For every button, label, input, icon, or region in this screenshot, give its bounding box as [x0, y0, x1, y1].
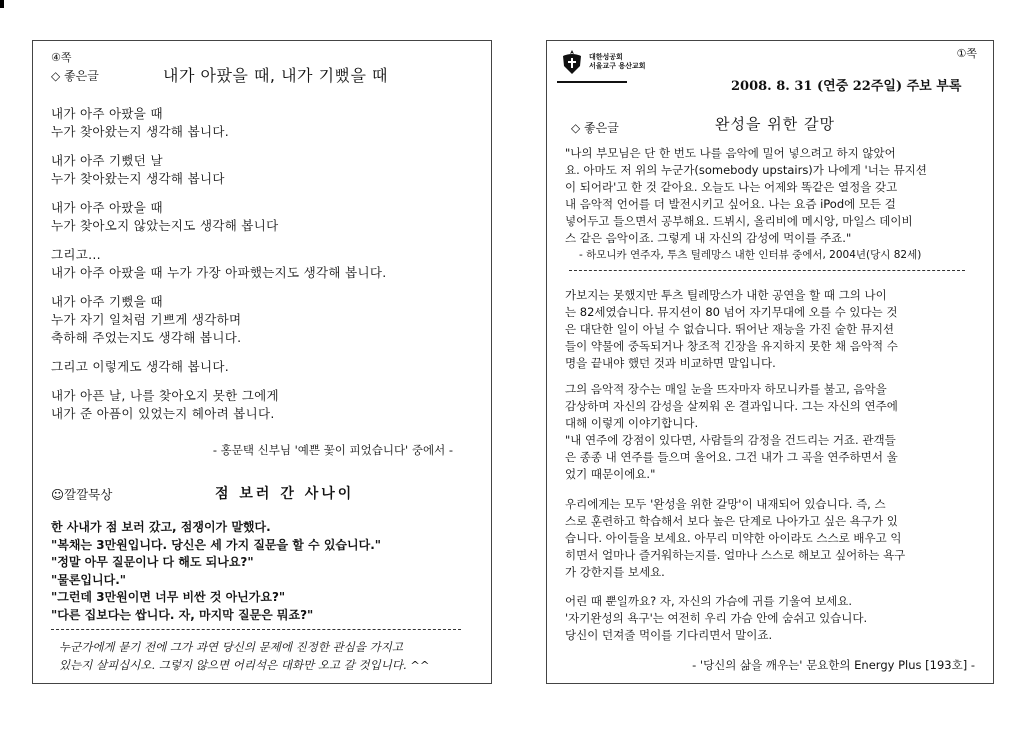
dashed-divider [51, 629, 461, 630]
church-logo-icon [559, 49, 585, 75]
poem-stanza [51, 199, 386, 235]
quote-line: "나의 부모님은 단 한 번도 나를 음악에 밀어 넣으려고 하지 않았어 [565, 146, 896, 160]
paragraph-line: 들이 약물에 중독되거나 창조적 긴장을 유지하지 못한 채 음악적 수 [565, 339, 898, 353]
paragraph-line: 명을 끝내야 했던 것과 비교하면 말입니다. [565, 356, 776, 370]
poem-line: 내가 준 아픔이 있었는지 헤아려 봅니다. [51, 406, 275, 421]
joke-line: "그런데 3만원이면 너무 비싼 것 아닌가요?" [51, 590, 286, 604]
paragraph-line: 가보지는 못했지만 투츠 틸레망스가 내한 공연을 할 때 그의 나이 [565, 288, 887, 302]
poem-line: 축하해 주었는지도 생각해 봅니다. [51, 330, 242, 345]
quote-line: 넣어두고 들으면서 공부해요. 드뷔시, 올리비에 메시앙, 마일스 데이비 [565, 214, 913, 228]
header-rule [557, 81, 627, 83]
paragraph-line: 대해 이렇게 이야기합니다. [565, 416, 699, 430]
humor-title: 점 보러 간 사나이 [215, 486, 355, 502]
paragraph-2 [565, 381, 898, 483]
right-page-number: ①쪽 [956, 47, 977, 60]
paragraph-line: '자기완성의 욕구'는 여전히 우리 가슴 안에 숨쉬고 있습니다. [565, 611, 868, 625]
paragraph-line: 가 강한지를 보세요. [565, 565, 665, 579]
poem [51, 105, 386, 434]
poem-stanza [51, 105, 386, 141]
paragraph-line: 습니다. 아이들을 보세요. 아무리 미약한 아이라도 스스로 배우고 익 [565, 531, 902, 545]
poem-line: 내가 아주 아팠을 때 누가 가장 아파했는지도 생각해 봅니다. [51, 265, 387, 280]
quote-line: 스 같은 음악이죠. 그렇게 내 자신의 감성에 먹이를 주죠." [565, 231, 852, 245]
left-article-title: 내가 아팠을 때, 내가 기뻤을 때 [163, 66, 388, 85]
paragraph-line: 당신이 던져줄 먹이를 기다리면서 말이죠. [565, 628, 773, 642]
joke-line: "물론입니다." [51, 572, 127, 587]
poem-line: 내가 아픈 날, 나를 찾아오지 못한 그에게 [51, 388, 279, 403]
paragraph-line: 었기 때문이에요." [565, 467, 656, 481]
poem-line: 누가 찾아왔는지 생각해 봅니다. [51, 124, 229, 139]
paragraph-3 [565, 496, 905, 581]
quote-line: 내 음악적 언어를 더 발전시키고 싶어요. 나는 요즘 iPod에 모든 걸 [565, 197, 896, 211]
poem-line: 내가 아주 기뻤던 날 [51, 153, 163, 168]
left-section-tag: ◇ 좋은글 [51, 69, 99, 83]
joke-line: 한 사내가 점 보러 갔고, 점쟁이가 말했다. [51, 520, 271, 534]
paragraph-line: 은 대단한 일이 아닐 수 없습니다. 뛰어난 재능을 가진 숱한 뮤지션 [565, 322, 895, 336]
poem-line: 누가 자기 일처럼 기쁘게 생각하며 [51, 312, 242, 327]
right-page [546, 40, 994, 684]
paragraph-line: 은 종종 내 연주를 들으며 울어요. 그건 내가 그 곡을 연주하면서 울 [565, 450, 898, 464]
paragraph-line: 감상하며 자신의 감성을 살찌워 온 결과입니다. 그는 자신의 연주에 [565, 399, 898, 413]
interview-quote [565, 145, 927, 247]
left-page-number: ④쪽 [51, 51, 72, 64]
poem-line: 내가 아주 기뻤을 때 [51, 294, 163, 309]
poem-line: 그리고 이렇게도 생각해 봅니다. [51, 359, 229, 374]
quote-line: 이 되어라'고 한 것 같아요. 오늘도 나는 어제와 똑같은 열정을 갖고 [565, 180, 898, 194]
poem-line: 그리고... [51, 247, 101, 262]
church-name [589, 53, 646, 71]
paragraph-line: 그의 음악적 장수는 매일 눈을 뜨자마자 하모니카를 불고, 음악을 [565, 382, 887, 396]
joke-line: "정말 아무 질문이나 다 해도 되나요?" [51, 555, 254, 569]
dashed-divider [569, 270, 965, 271]
bulletin-date: 2008. 8. 31 (연중 22주일) 주보 부록 [731, 79, 962, 94]
paragraph-line: 는 82세였습니다. 뮤지션이 80 넘어 자기무대에 오를 수 있다는 것 [565, 305, 898, 319]
poem-line: 누가 찾아왔는지 생각해 봅니다 [51, 171, 225, 186]
poem-stanza [51, 293, 386, 347]
poem-line: 내가 아주 아팠을 때 [51, 200, 163, 215]
poem-line: 누가 찾아오지 않았는지도 생각해 봅니다 [51, 218, 279, 233]
closing-line: 누군가에게 묻기 전에 그가 과연 당신의 문제에 진정한 관심을 가지고 [59, 640, 403, 654]
right-section-tag: ◇ 좋은글 [571, 121, 619, 135]
poem-stanza [51, 152, 386, 188]
joke-text [51, 519, 381, 624]
paragraph-line: 스로 훈련하고 학습해서 보다 높은 단계로 나아가고 싶은 욕구가 있 [565, 514, 898, 528]
joke-line: "복채는 3만원입니다. 당신은 세 가지 질문을 할 수 있습니다." [51, 537, 382, 552]
paragraph-line: "내 연주에 강점이 있다면, 사람들의 감정을 건드리는 거죠. 관객들 [565, 433, 896, 447]
quote-source: - 하모니카 연주자, 투츠 틸레망스 내한 인터뷰 중에서, 2004년(당시 82세) [579, 249, 922, 261]
poem-stanza [51, 246, 386, 282]
paragraph-line: 어린 때 뿐일까요? 자, 자신의 가슴에 귀를 기울여 보세요. [565, 594, 853, 608]
poem-stanza [51, 358, 386, 376]
paragraph-4 [565, 593, 867, 644]
poem-source: - 홍문택 신부님 '예쁜 꽃이 피었습니다' 중에서 - [212, 443, 453, 457]
poem-stanza [51, 387, 386, 423]
left-page [32, 40, 492, 684]
closing-line: 있는지 살피십시오. 그렇지 않으면 어리석은 대화만 오고 갈 것입니다. ^^ [59, 658, 430, 672]
quote-line: 요. 아마도 저 위의 누군가(somebody upstairs)가 나에게 '너는 뮤지션 [565, 163, 927, 177]
scan-corner-mark [0, 0, 4, 8]
church-name-line: 대한성공회 [589, 53, 623, 61]
humor-section-tag: ☺깔깔묵상 [51, 487, 113, 502]
paragraph-1 [565, 287, 898, 372]
article-source: - '당신의 삶을 깨우는' 문요한의 Energy Plus [193호] - [692, 658, 975, 672]
paragraph-line: 우리에게는 모두 '완성을 위한 갈망'이 내재되어 있습니다. 즉, 스 [565, 497, 886, 511]
church-name-line: 서울교구 용산교회 [589, 62, 646, 70]
poem-line: 내가 아주 아팠을 때 [51, 106, 163, 121]
paragraph-line: 히면서 얼마나 즐거워하는지를. 얼마나 스스로 해보고 싶어하는 욕구 [565, 548, 906, 562]
joke-line: "다른 집보다는 쌉니다. 자, 마지막 질문은 뭐죠?" [51, 607, 314, 622]
closing-note [59, 638, 430, 674]
right-article-title: 완성을 위한 갈망 [715, 115, 835, 133]
